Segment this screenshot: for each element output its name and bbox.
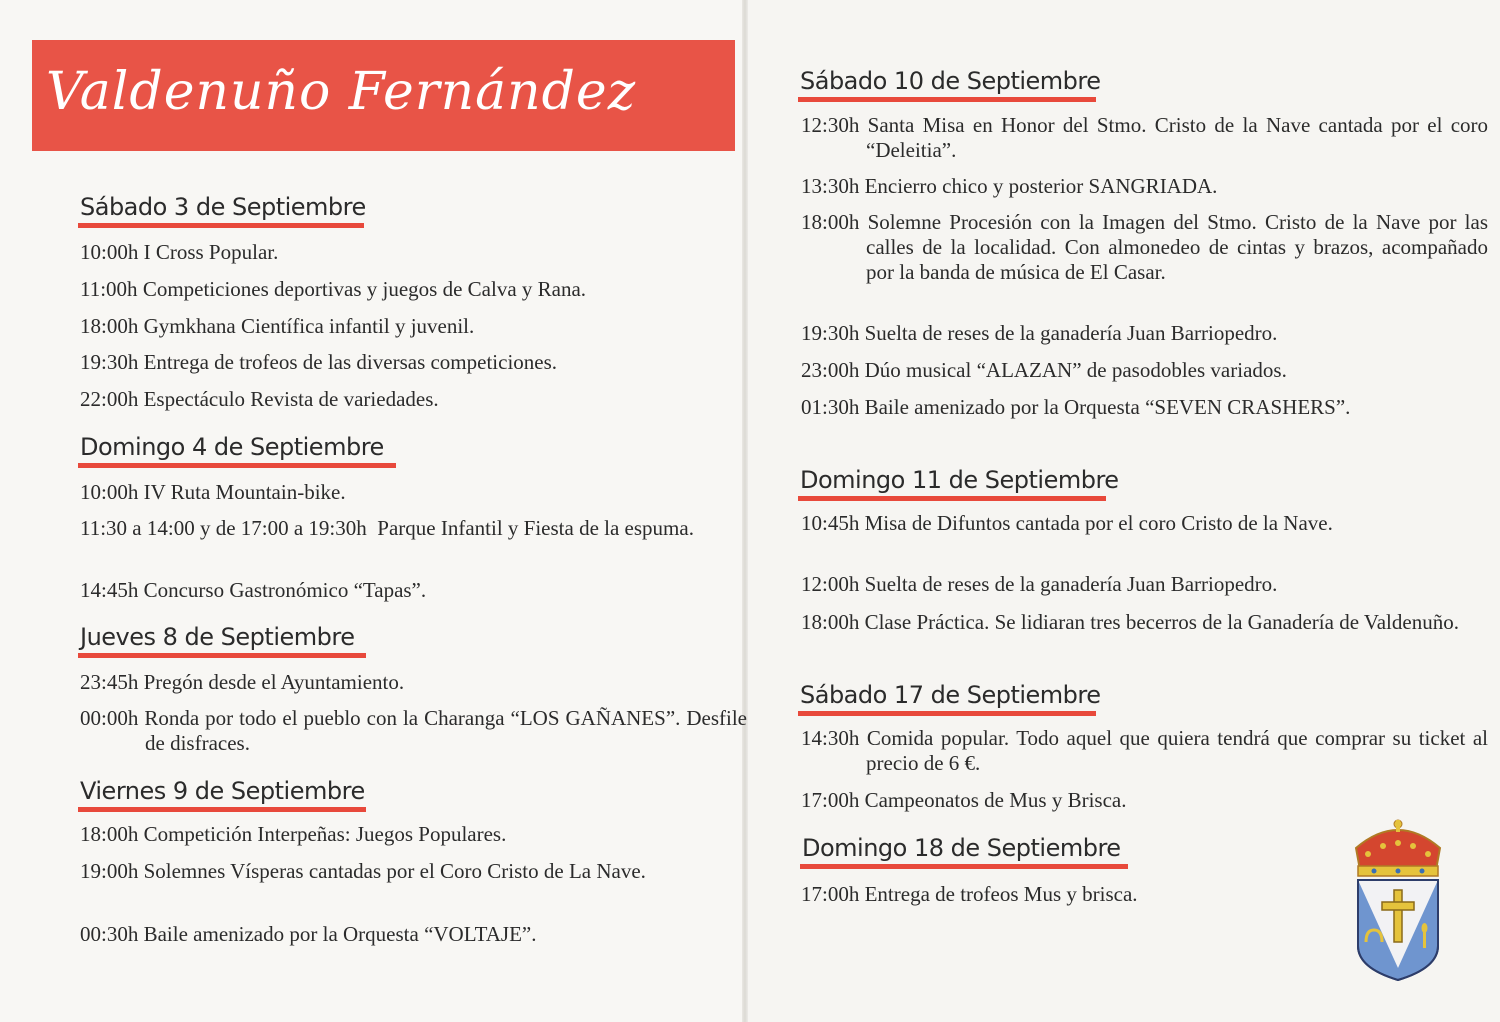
event-time: 10:00h [80,240,139,264]
event-time: 11:30 a 14:00 y de 17:00 a 19:30h [80,516,367,540]
day-underline [800,864,1128,869]
day-title: Sábado 3 de Septiembre [80,193,366,221]
event-time: 12:30h [801,113,860,137]
event-time: 14:30h [801,726,860,750]
event-text: Gymkhana Científica infantil y juvenil. [143,314,475,338]
event-item [80,314,682,339]
event-item [80,859,747,884]
event-item [801,113,1488,163]
crown-icon [1356,820,1440,876]
day-header [78,776,366,812]
event-text: Ronda por todo el pueblo con la Charanga “LOS GAÑANES”. Desfile de disfraces. [144,706,748,755]
event-item [801,572,1423,597]
event-time: 10:00h [80,480,139,504]
event-time: 23:00h [801,358,860,382]
event-item [80,922,682,947]
event-text: Solemnes Vísperas cantadas por el Coro Cristo de La Nave. [143,859,646,883]
day-header [798,66,1101,102]
day-header [800,833,1128,869]
event-time: 18:00h [80,314,139,338]
event-text: Parque Infantil y Fiesta de la espuma. [377,516,694,540]
event-time: 11:00h [80,277,138,301]
day-header [78,622,366,658]
event-text: Santa Misa en Honor del Stmo. Cristo de la Nave cantada por el coro “Deleitia”. [866,113,1489,162]
event-item [801,321,1423,346]
event-text: Espectáculo Revista de variedades. [143,387,439,411]
event-item [80,277,682,302]
day-title: Domingo 4 de Septiembre [80,433,384,461]
event-text: Baile amenizado por la Orquesta “VOLTAJE”. [143,922,537,946]
event-item [801,511,1488,536]
event-item [801,610,1488,635]
event-text: Clase Práctica. Se lidiaran tres becerros de la Ganadería de Valdenuño. [864,610,1459,634]
event-text: Concurso Gastronómico “Tapas”. [143,578,427,602]
event-time: 19:30h [80,350,139,374]
event-text: Pregón desde el Ayuntamiento. [143,670,405,694]
event-item [80,670,682,695]
event-item [80,480,682,505]
day-header [798,680,1101,716]
event-text: Competición Interpeñas: Juegos Populares. [143,822,507,846]
event-time: 19:00h [80,859,139,883]
day-title: Viernes 9 de Septiembre [80,777,365,805]
day-header [78,192,366,228]
day-underline [78,463,396,468]
day-title: Jueves 8 de Septiembre [80,623,355,651]
page-title: Valdenuño Fernández [46,62,637,122]
event-text: Competiciones deportivas y juegos de Calva y Rana. [142,277,587,301]
day-title: Domingo 18 de Septiembre [802,834,1121,862]
day-underline [78,653,366,658]
event-text: Entrega de trofeos de las diversas competiciones. [143,350,558,374]
event-item [80,822,682,847]
event-text: Dúo musical “ALAZAN” de pasodobles variados. [864,358,1287,382]
day-header [78,432,396,468]
event-item [801,395,1488,420]
event-time: 18:00h [801,210,860,234]
event-text: Solemne Procesión con la Imagen del Stmo. Cristo de la Nave por las calles de la localidad. Con almonedeo de cintas y brazos, acompañado por la banda de música de El Casar. [866,210,1488,284]
event-time: 00:30h [80,922,139,946]
event-time: 00:00h [80,706,139,730]
day-title: Sábado 17 de Septiembre [800,681,1101,709]
day-header [798,465,1119,501]
day-underline [798,711,1096,716]
event-item [80,706,747,756]
day-title: Domingo 11 de Septiembre [800,466,1119,494]
day-title: Sábado 10 de Septiembre [800,67,1101,95]
event-item [80,240,682,265]
event-text: Suelta de reses de la ganadería Juan Barriopedro. [864,321,1278,345]
event-time: 10:45h [801,511,860,535]
event-item [801,358,1423,383]
event-text: Campeonatos de Mus y Brisca. [864,788,1127,812]
event-time: 12:00h [801,572,860,596]
event-text: Suelta de reses de la ganadería Juan Barriopedro. [864,572,1278,596]
event-time: 18:00h [80,822,139,846]
event-item [80,516,747,541]
event-text: IV Ruta Mountain-bike. [143,480,346,504]
event-time: 23:45h [80,670,139,694]
event-item [80,350,682,375]
event-item [801,210,1488,285]
event-time: 19:30h [801,321,860,345]
event-text: I Cross Popular. [143,240,279,264]
event-time: 18:00h [801,610,860,634]
event-time: 01:30h [801,395,860,419]
day-underline [78,223,364,228]
event-time: 14:45h [80,578,139,602]
day-underline [798,97,1096,102]
event-time: 22:00h [80,387,139,411]
event-text: Entrega de trofeos Mus y brisca. [864,882,1138,906]
event-item [801,174,1423,199]
event-item [801,726,1488,776]
event-text: Baile amenizado por la Orquesta “SEVEN CRASHERS”. [864,395,1351,419]
event-item [80,578,682,603]
event-text: Comida popular. Todo aquel que quiera tendrá que comprar su ticket al precio de 6 €. [866,726,1488,775]
event-time: 17:00h [801,788,860,812]
event-item [80,387,682,412]
event-time: 13:30h [801,174,860,198]
event-item [801,788,1423,813]
coat-of-arms-icon [1350,818,1446,986]
event-item [801,882,1423,907]
event-text: Encierro chico y posterior SANGRIADA. [864,174,1218,198]
day-underline [798,496,1106,501]
day-underline [78,807,366,812]
event-time: 17:00h [801,882,860,906]
event-text: Misa de Difuntos cantada por el coro Cristo de la Nave. [864,511,1333,535]
